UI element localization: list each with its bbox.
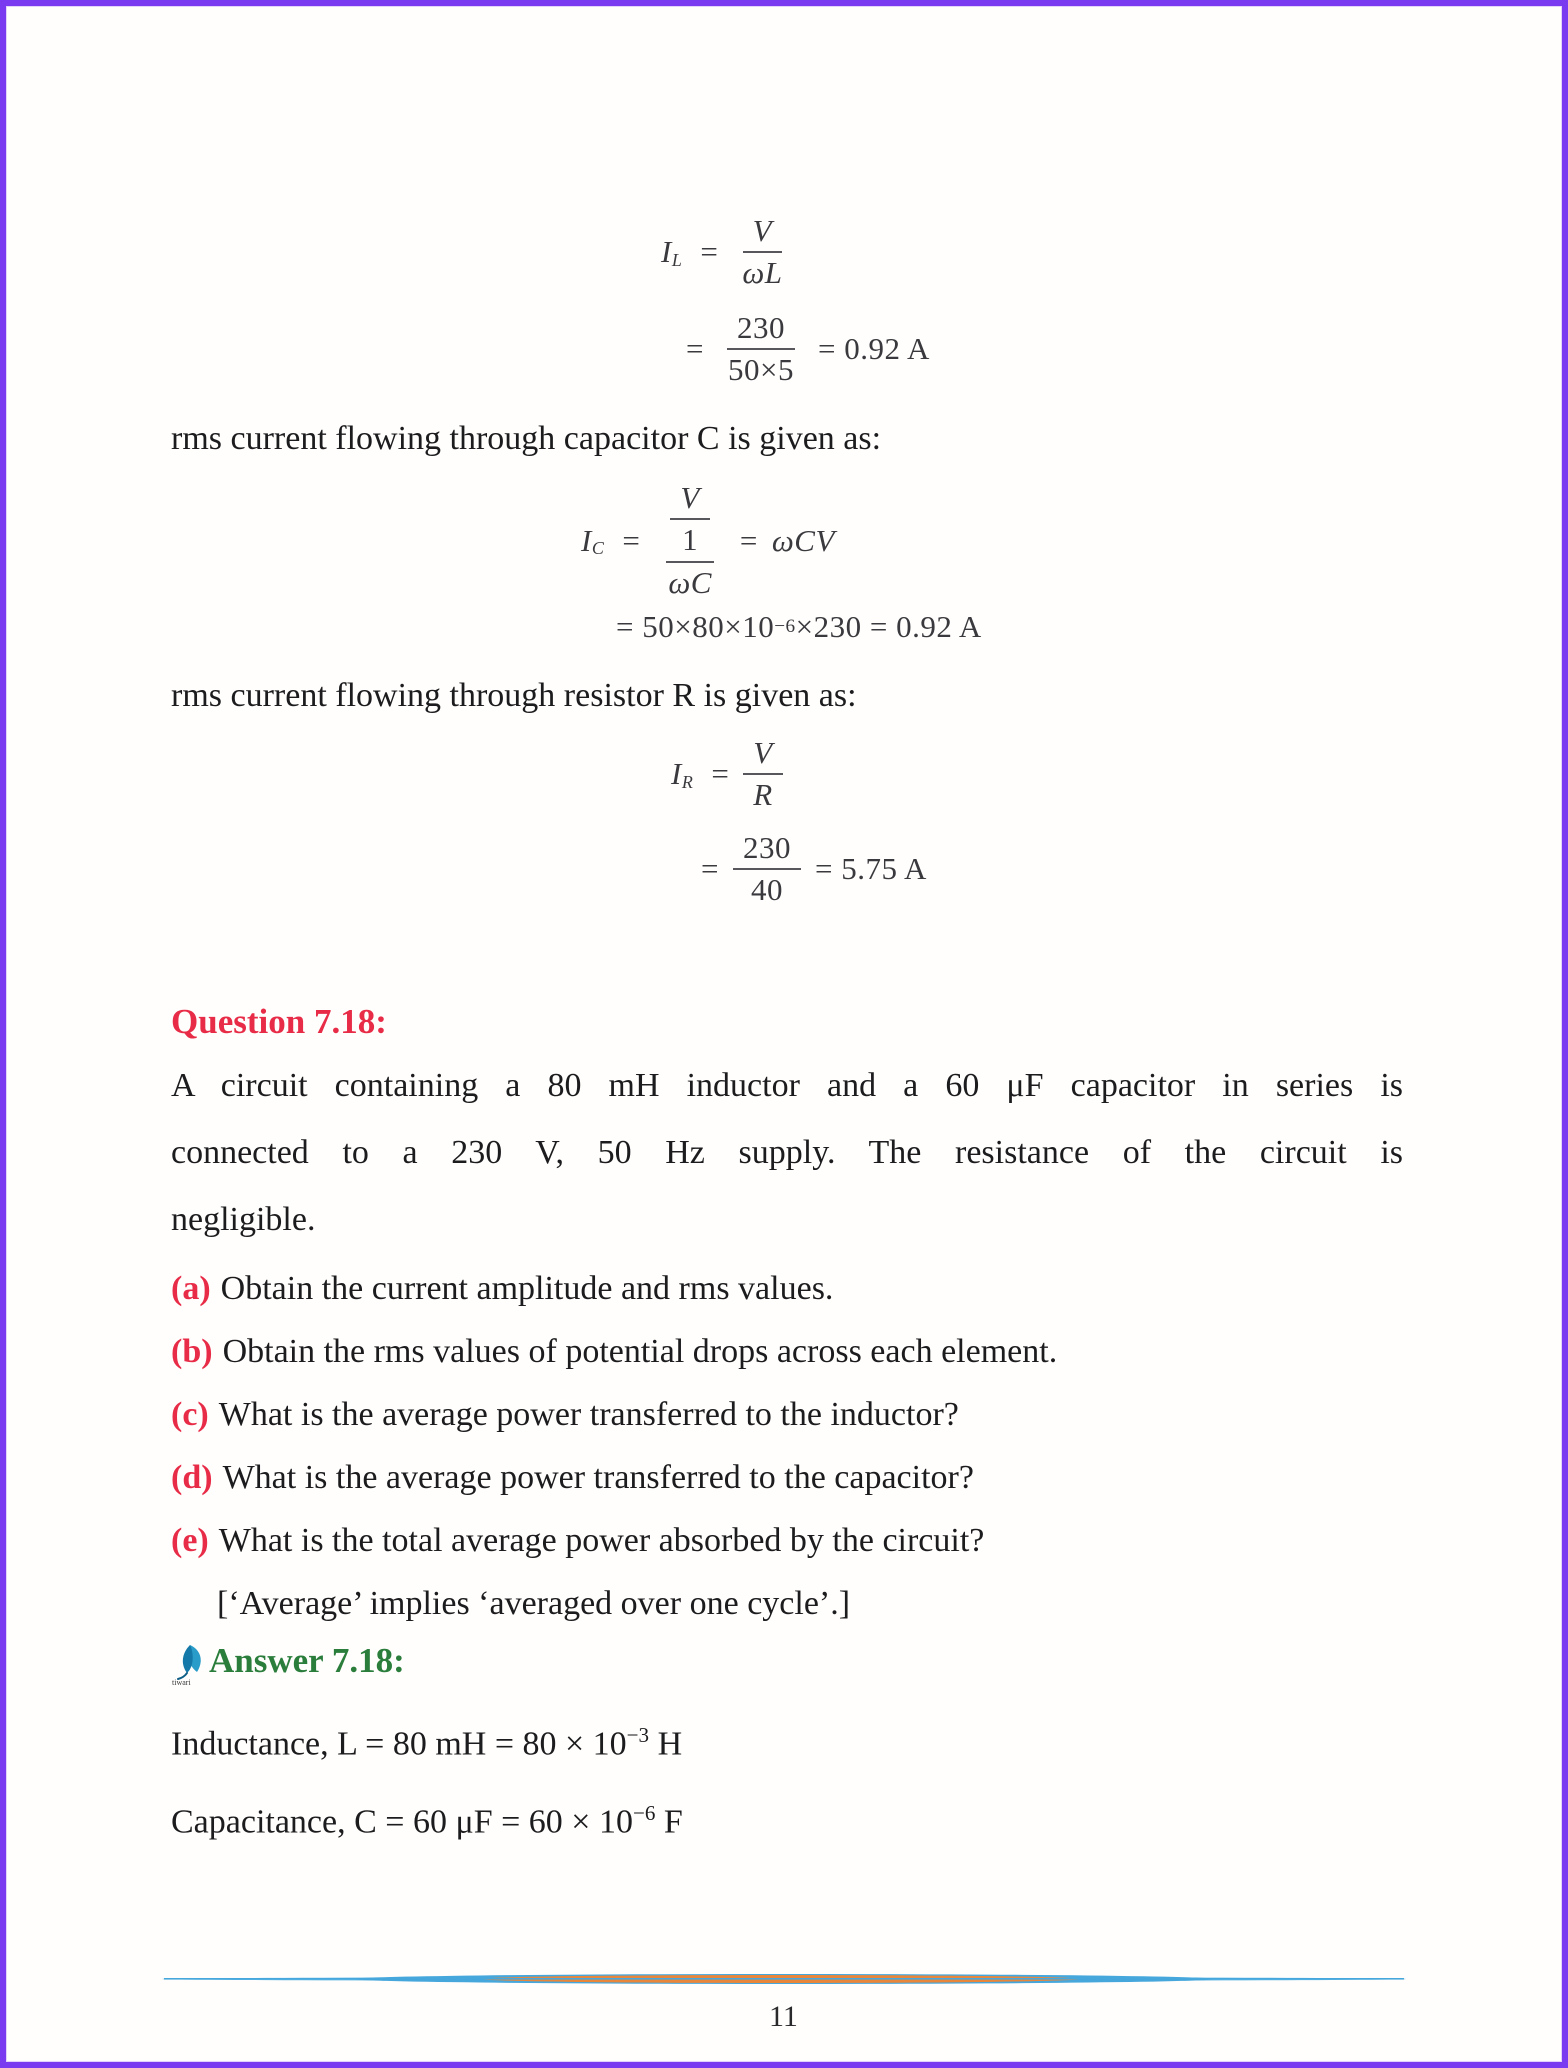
eq-var: I <box>671 756 682 792</box>
fraction-denominator <box>654 520 726 603</box>
fraction-denominator: 40 <box>750 871 783 907</box>
equation-ic-evaluation <box>616 609 1403 645</box>
exponent: −6 <box>774 616 796 638</box>
inner-fraction <box>664 520 716 603</box>
page-footer <box>156 1970 1411 2034</box>
exponent: −6 <box>632 1800 656 1825</box>
inner-fraction-numerator: 1 <box>666 520 714 562</box>
question-item-b <box>171 1320 1403 1383</box>
eq-subscript: C <box>591 538 605 559</box>
equation-ir-evaluation <box>701 828 1403 911</box>
item-text: What is the total average power absorbed by the circuit? <box>218 1522 985 1560</box>
equals-sign: = <box>700 234 719 270</box>
question-item-e <box>171 1509 1403 1572</box>
item-text: Obtain the current amplitude and rms values. <box>220 1270 834 1308</box>
logo-text: tiwari <box>172 1678 191 1688</box>
equation-il-definition <box>661 211 1403 294</box>
equation-result: = 0.92 A <box>817 330 930 366</box>
equation-rhs: ωCV <box>771 522 835 558</box>
inductance-pre: Inductance, L = 80 mH = 80 × 10 <box>171 1725 627 1763</box>
equals-sign: = <box>711 756 730 792</box>
fraction-numerator: V <box>743 211 782 253</box>
fraction-denominator: 50×5 <box>727 351 794 387</box>
equals-sign: = <box>686 330 704 366</box>
inductance-post: H <box>649 1725 683 1763</box>
capacitor-intro-text: rms current flowing through capacitor C is given as: <box>171 420 882 458</box>
question-heading: Question 7.18: <box>171 1002 387 1042</box>
fraction-numerator: 230 <box>727 308 795 350</box>
item-label: (d) <box>171 1459 213 1497</box>
question-body-line: connected to a 230 V, 50 Hz supply. The resistance of the circuit is <box>171 1134 1403 1172</box>
eq-subscript: R <box>681 771 694 792</box>
question-item-c <box>171 1383 1403 1446</box>
fraction <box>733 828 801 911</box>
item-text: What is the average power transferred to the capacitor? <box>222 1459 974 1497</box>
tiwari-leaf-logo-icon <box>171 1643 207 1687</box>
equation-ic-definition <box>581 478 1403 603</box>
item-label: (b) <box>171 1333 213 1371</box>
fraction-numerator: 230 <box>733 828 801 870</box>
fraction-denominator: R <box>753 777 773 813</box>
eq-var: I <box>581 522 592 558</box>
evaluation-post: ×230 = 0.92 A <box>795 609 982 645</box>
fraction <box>743 733 782 816</box>
answer-heading-row <box>171 1641 1403 1687</box>
question-body-line: negligible. <box>171 1201 316 1239</box>
item-text: What is the average power transferred to the inductor? <box>218 1396 959 1434</box>
capacitance-line <box>171 1779 1403 1856</box>
equation-il-block <box>171 211 1403 390</box>
question-body-line: A circuit containing a 80 mH inductor and a 60 μF capacitor in series is <box>171 1067 1403 1105</box>
page-content <box>171 6 1403 1856</box>
capacitance-post: F <box>655 1802 683 1840</box>
equation-ic-block <box>171 478 1403 645</box>
equation-ir-definition <box>671 733 1403 816</box>
evaluation-pre: = 50×80×10 <box>616 609 775 645</box>
capacitance-pre: Capacitance, C = 60 μF = 60 × 10 <box>171 1802 633 1840</box>
equation-ir-block <box>171 733 1403 910</box>
item-text: Obtain the rms values of potential drops across each element. <box>222 1333 1058 1371</box>
resistor-intro-text: rms current flowing through resistor R is given as: <box>171 677 857 715</box>
exponent: −3 <box>626 1723 650 1748</box>
item-label: (c) <box>171 1396 209 1434</box>
equation-il-evaluation <box>686 308 1403 391</box>
question-items <box>171 1257 1403 1572</box>
fraction <box>732 211 792 294</box>
inductance-line <box>171 1701 1403 1778</box>
answer-heading: Answer 7.18: <box>209 1641 405 1681</box>
eq-subscript: L <box>671 249 683 270</box>
question-body <box>171 1052 1403 1253</box>
footer-divider-decoration <box>159 1970 1409 1988</box>
page-number: 11 <box>769 2000 798 2033</box>
question-note: [‘Average’ implies ‘averaged over one cycle’.] <box>217 1585 851 1623</box>
fraction <box>718 308 804 391</box>
equals-sign: = <box>622 522 641 558</box>
eq-var: I <box>661 234 672 270</box>
equals-sign: = <box>739 522 758 558</box>
item-label: (e) <box>171 1522 209 1560</box>
fraction-numerator: V <box>670 478 709 520</box>
inner-fraction-denominator: ωC <box>668 564 712 600</box>
fraction-numerator: V <box>743 733 782 775</box>
item-label: (a) <box>171 1270 211 1308</box>
fraction <box>654 478 726 603</box>
fraction-denominator: ωL <box>742 255 783 291</box>
question-item-a <box>171 1257 1403 1320</box>
question-item-d <box>171 1446 1403 1509</box>
equation-result: = 5.75 A <box>814 850 927 886</box>
equals-sign: = <box>701 850 719 886</box>
